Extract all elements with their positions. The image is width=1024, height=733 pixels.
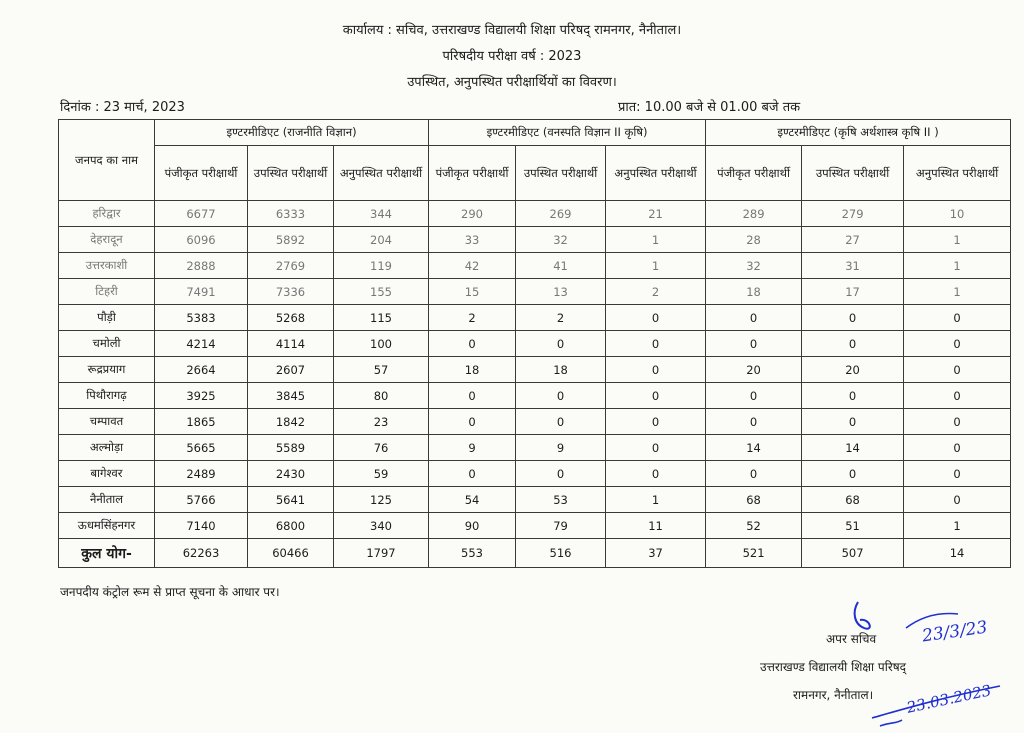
table-cell: 18 <box>429 357 516 383</box>
district-name: अल्मोड़ा <box>59 435 155 461</box>
district-name: नैनीताल <box>59 487 155 513</box>
table-cell: 17 <box>802 279 904 305</box>
table-cell: 14 <box>802 435 904 461</box>
table-cell: 0 <box>606 435 706 461</box>
handwritten-date: 23/3/23 <box>920 617 989 647</box>
table-cell: 2489 <box>155 461 248 487</box>
table-cell: 14 <box>706 435 802 461</box>
table-cell: 0 <box>802 461 904 487</box>
table-cell: 5892 <box>248 227 334 253</box>
table-cell: 279 <box>802 201 904 227</box>
table-cell: 0 <box>904 435 1011 461</box>
table-cell: 5268 <box>248 305 334 331</box>
district-name: बागेश्वर <box>59 461 155 487</box>
total-label: कुल योग- <box>59 539 155 568</box>
table-row <box>59 435 1011 461</box>
table-cell: 23 <box>334 409 429 435</box>
table-cell: 0 <box>516 383 606 409</box>
table-cell: 269 <box>516 201 606 227</box>
sub-header: उपस्थित परीक्षार्थी <box>248 146 334 201</box>
table-cell: 1 <box>904 279 1011 305</box>
table-cell: 5766 <box>155 487 248 513</box>
table-cell: 7140 <box>155 513 248 539</box>
table-cell: 1865 <box>155 409 248 435</box>
total-cell: 60466 <box>248 539 334 568</box>
table-cell: 289 <box>706 201 802 227</box>
table-cell: 6677 <box>155 201 248 227</box>
table-cell: 2888 <box>155 253 248 279</box>
table-cell: 5641 <box>248 487 334 513</box>
district-name: ऊधमसिंहनगर <box>59 513 155 539</box>
table-cell: 1 <box>606 227 706 253</box>
table-cell: 0 <box>429 383 516 409</box>
district-name: देहरादून <box>59 227 155 253</box>
table-cell: 68 <box>706 487 802 513</box>
table-cell: 0 <box>706 383 802 409</box>
table-cell: 155 <box>334 279 429 305</box>
table-cell: 0 <box>904 383 1011 409</box>
table-cell: 0 <box>606 409 706 435</box>
table-cell: 4114 <box>248 331 334 357</box>
table-row <box>59 227 1011 253</box>
table-cell: 10 <box>904 201 1011 227</box>
table-cell: 20 <box>706 357 802 383</box>
table-cell: 1 <box>606 487 706 513</box>
table-row <box>59 461 1011 487</box>
table-cell: 1 <box>904 227 1011 253</box>
table-cell: 57 <box>334 357 429 383</box>
table-cell: 0 <box>429 409 516 435</box>
table-row <box>59 305 1011 331</box>
table-cell: 2 <box>606 279 706 305</box>
table-cell: 31 <box>802 253 904 279</box>
table-cell: 0 <box>429 331 516 357</box>
table-cell: 0 <box>606 461 706 487</box>
table-cell: 27 <box>802 227 904 253</box>
table-cell: 41 <box>516 253 606 279</box>
table-row <box>59 331 1011 357</box>
signatory-designation: अपर सचिव <box>826 632 877 646</box>
report-date: दिनांक : 23 मार्च, 2023 <box>60 100 185 115</box>
table-cell: 125 <box>334 487 429 513</box>
table-cell: 204 <box>334 227 429 253</box>
table-cell: 0 <box>904 409 1011 435</box>
table-cell: 2 <box>429 305 516 331</box>
table-cell: 0 <box>516 331 606 357</box>
table-cell: 0 <box>706 409 802 435</box>
table-cell: 340 <box>334 513 429 539</box>
table-cell: 3925 <box>155 383 248 409</box>
table-cell: 6333 <box>248 201 334 227</box>
table-cell: 76 <box>334 435 429 461</box>
table-row <box>59 201 1011 227</box>
table-cell: 79 <box>516 513 606 539</box>
district-name: चम्पावत <box>59 409 155 435</box>
table-cell: 9 <box>429 435 516 461</box>
signatory-org: उत्तराखण्ड विद्यालयी शिक्षा परिषद् <box>760 660 907 674</box>
total-cell: 14 <box>904 539 1011 568</box>
table-cell: 54 <box>429 487 516 513</box>
table-cell: 6800 <box>248 513 334 539</box>
sub-header: अनुपस्थित परीक्षार्थी <box>904 146 1011 201</box>
table-cell: 11 <box>606 513 706 539</box>
table-cell: 20 <box>802 357 904 383</box>
table-cell: 5589 <box>248 435 334 461</box>
table-cell: 90 <box>429 513 516 539</box>
table-cell: 0 <box>904 305 1011 331</box>
handwritten-stamp-date: 23.03.2023 <box>905 681 993 717</box>
table-cell: 2769 <box>248 253 334 279</box>
sub-header: अनुपस्थित परीक्षार्थी <box>334 146 429 201</box>
table-cell: 6096 <box>155 227 248 253</box>
table-cell: 4214 <box>155 331 248 357</box>
table-cell: 0 <box>904 487 1011 513</box>
table-cell: 115 <box>334 305 429 331</box>
table-cell: 2 <box>516 305 606 331</box>
table-cell: 0 <box>706 461 802 487</box>
table-cell: 7336 <box>248 279 334 305</box>
table-cell: 7491 <box>155 279 248 305</box>
table-cell: 344 <box>334 201 429 227</box>
table-cell: 3845 <box>248 383 334 409</box>
table-cell: 0 <box>706 305 802 331</box>
exam-year: परिषदीय परीक्षा वर्ष : 2023 <box>442 49 582 64</box>
signatory-place: रामनगर, नैनीताल। <box>793 688 874 702</box>
table-cell: 290 <box>429 201 516 227</box>
total-cell: 1797 <box>334 539 429 568</box>
table-cell: 59 <box>334 461 429 487</box>
table-cell: 0 <box>516 409 606 435</box>
table-cell: 0 <box>802 305 904 331</box>
total-cell: 37 <box>606 539 706 568</box>
table-cell: 32 <box>516 227 606 253</box>
district-name: टिहरी <box>59 279 155 305</box>
table-row <box>59 487 1011 513</box>
table-cell: 1842 <box>248 409 334 435</box>
table-cell: 33 <box>429 227 516 253</box>
table-cell: 119 <box>334 253 429 279</box>
table-cell: 5665 <box>155 435 248 461</box>
table-cell: 2430 <box>248 461 334 487</box>
district-name: उत्तरकाशी <box>59 253 155 279</box>
table-cell: 1 <box>904 253 1011 279</box>
table-cell: 42 <box>429 253 516 279</box>
district-header: जनपद का नाम <box>59 120 155 201</box>
table-cell: 0 <box>606 305 706 331</box>
source-note: जनपदीय कंट्रोल रूम से प्राप्त सूचना के आधार पर। <box>60 585 280 599</box>
table-cell: 1 <box>904 513 1011 539</box>
sub-header: पंजीकृत परीक्षार्थी <box>429 146 516 201</box>
table-cell: 5383 <box>155 305 248 331</box>
table-cell: 0 <box>802 331 904 357</box>
table-cell: 13 <box>516 279 606 305</box>
sub-header: पंजीकृत परीक्षार्थी <box>155 146 248 201</box>
exam-time: प्रात: 10.00 बजे से 01.00 बजे तक <box>618 100 801 115</box>
table-cell: 0 <box>904 461 1011 487</box>
group-header-political-science: इण्टरमीडिएट (राजनीति विज्ञान) <box>155 120 429 146</box>
table-cell: 0 <box>802 383 904 409</box>
table-cell: 15 <box>429 279 516 305</box>
table-row <box>59 357 1011 383</box>
table-cell: 0 <box>429 461 516 487</box>
table-cell: 0 <box>904 331 1011 357</box>
district-name: पौड़ी <box>59 305 155 331</box>
table-row <box>59 383 1011 409</box>
sub-header: उपस्थित परीक्षार्थी <box>516 146 606 201</box>
table-cell: 32 <box>706 253 802 279</box>
district-name: चमोली <box>59 331 155 357</box>
total-cell: 507 <box>802 539 904 568</box>
total-row <box>59 539 1011 568</box>
table-cell: 51 <box>802 513 904 539</box>
table-cell: 2607 <box>248 357 334 383</box>
table-cell: 52 <box>706 513 802 539</box>
table-row <box>59 409 1011 435</box>
table-cell: 18 <box>516 357 606 383</box>
report-subject: उपस्थित, अनुपस्थित परीक्षार्थियों का विवरण। <box>407 75 617 90</box>
table-row <box>59 513 1011 539</box>
table-cell: 0 <box>706 331 802 357</box>
table-cell: 18 <box>706 279 802 305</box>
office-title: कार्यालय : सचिव, उत्तराखण्ड विद्यालयी शिक्षा परिषद् रामनगर, नैनीताल। <box>342 23 682 38</box>
table-cell: 21 <box>606 201 706 227</box>
table-cell: 2664 <box>155 357 248 383</box>
district-name: रूद्रप्रयाग <box>59 357 155 383</box>
table-cell: 0 <box>904 357 1011 383</box>
table-cell: 0 <box>606 383 706 409</box>
table-cell: 0 <box>802 409 904 435</box>
total-cell: 62263 <box>155 539 248 568</box>
table-cell: 80 <box>334 383 429 409</box>
table-cell: 100 <box>334 331 429 357</box>
group-header-botany-agri: इण्टरमीडिएट (वनस्पति विज्ञान II कृषि) <box>429 120 706 146</box>
table-cell: 53 <box>516 487 606 513</box>
table-cell: 0 <box>606 357 706 383</box>
table-cell: 0 <box>516 461 606 487</box>
total-cell: 516 <box>516 539 606 568</box>
district-name: हरिद्वार <box>59 201 155 227</box>
total-cell: 521 <box>706 539 802 568</box>
table-cell: 28 <box>706 227 802 253</box>
sub-header: पंजीकृत परीक्षार्थी <box>706 146 802 201</box>
table-row <box>59 253 1011 279</box>
total-cell: 553 <box>429 539 516 568</box>
table-cell: 68 <box>802 487 904 513</box>
sub-header: उपस्थित परीक्षार्थी <box>802 146 904 201</box>
group-header-agri-economics: इण्टरमीडिएट (कृषि अर्थशास्त्र कृषि II ) <box>706 120 1011 146</box>
table-cell: 1 <box>606 253 706 279</box>
table-cell: 9 <box>516 435 606 461</box>
district-name: पिथौरागढ़ <box>59 383 155 409</box>
attendance-table <box>58 119 1011 568</box>
table-cell: 0 <box>606 331 706 357</box>
table-row <box>59 279 1011 305</box>
sub-header: अनुपस्थित परीक्षार्थी <box>606 146 706 201</box>
